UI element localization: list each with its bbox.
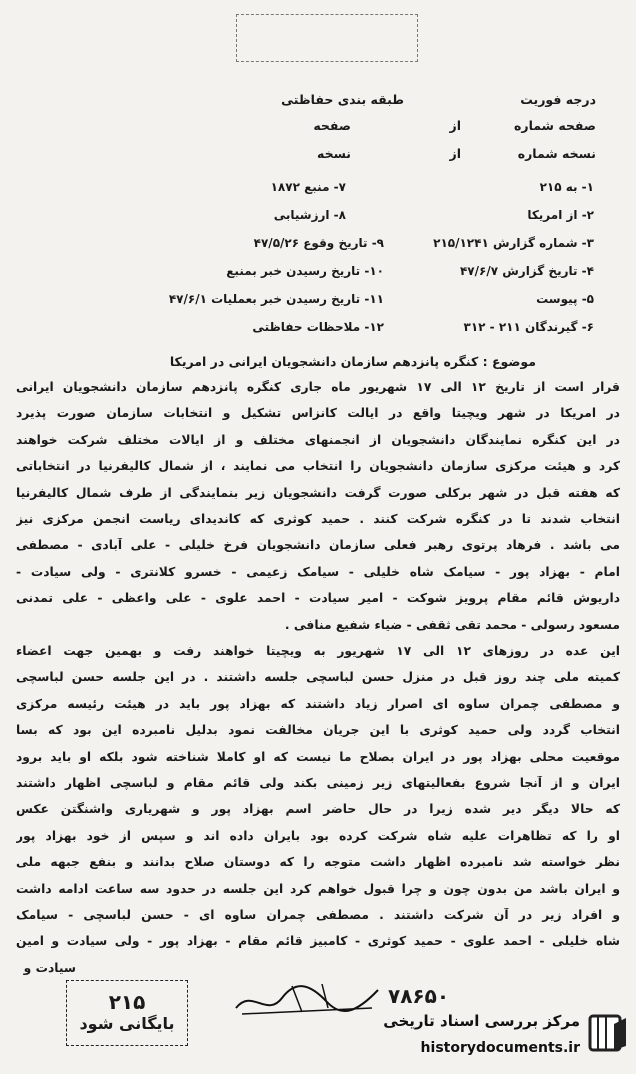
meta-source: ۷- منبع ۱۸۷۲ (270, 180, 346, 194)
body-line: قرار است از تاریخ ۱۲ الی ۱۷ شهریور ماه جاری کنگره پانزدهم سازمان دانشجویان ایرانی (16, 380, 620, 394)
body-line: انتخاب گردد ولی حمید کوثری با این جریان مخالفت نمود بدلیل نامبرده این بود که بسا (16, 723, 620, 738)
meta-report-number: ۳- شماره گزارش ۲۱۵/۱۲۴۱ (433, 236, 594, 250)
meta-event-date: ۹- تاریخ وقوع ۴۷/۵/۲۶ (253, 236, 384, 250)
body-line: که هفته قبل در شهر برکلی صورت گرفت دانشجویان زیر بنمایندگی از طرف شمال کالیفرنیا (16, 485, 620, 500)
body-line: کمیته ملی چند روز قبل در منزل حسن لباسچی جلسه داشتند . در این جلسه حسن لباسچی (16, 670, 620, 685)
body-line: و افراد زیر در آن شرکت داشتند . مصطفی چمران ساوه ای - حسن لباسچی - سیامک (16, 908, 620, 922)
meta-receipt-date: ۱۰- تاریخ رسیدن خبر بمنبع (226, 264, 384, 278)
body-line: مسعود رسولی - محمد تقی ثقفی - ضیاء شفیع منافی . (284, 617, 620, 632)
watermark (360, 1006, 630, 1068)
body-line: او را که تظاهرات علیه شاه شرکت کرده بود بایران داده اند و سپس از خود بهزاد پور (16, 828, 620, 843)
body-line: می باشد . فرهاد پرتوی رهبر فعلی سازمان دانشجویان فرخ خلیلی - علی آبادی - مصطفی (16, 538, 620, 553)
body-line: در امریکا در شهر ویچیتا واقع در ایالت کانزاس تشکیل و انتخابات سازمان صورت پذیرد (16, 406, 620, 421)
copy-of: از (449, 146, 461, 161)
watermark-title: مرکز بررسی اسناد تاریخی (383, 1012, 580, 1030)
copy-number-label: نسخه شماره (517, 146, 596, 161)
meta-report-date: ۴- تاریخ گزارش ۴۷/۶/۷ (459, 264, 594, 278)
body-line: انتخاب شدند تا در کنگره شرکت کنند . حمید کوثری که کاندیدای ریاست انجمن مرکزی نیز (16, 512, 620, 526)
watermark-url: historydocuments.ir (420, 1040, 580, 1056)
body-line: این عده در روزهای ۱۲ الی ۱۷ شهریور به ویچیتا خواهند رفت و بهمین جهت اعضاء (16, 644, 620, 658)
page-word: صفحه (313, 118, 351, 133)
meta-attachment: ۵- پیوست (536, 292, 594, 306)
archive-stamp-number: ۲۱۵ (108, 990, 146, 1014)
page-of: از (449, 118, 461, 133)
subject-line: موضوع : کنگره پانزدهم سازمان دانشجویان ایرانی در امریکا (169, 354, 536, 369)
body-line: که حالا دیگر دیر شده زیرا در حال حاضر اسم بهزاد پور و شهریاری واشنگتن عکس (16, 802, 620, 817)
meta-ops-receipt-date: ۱۱- تاریخ رسیدن خبر بعملیات ۴۷/۶/۱ (168, 292, 384, 306)
classification-label: طبقه بندی حفاظتی (281, 92, 404, 107)
archive-stamp (66, 980, 188, 1046)
body-line: امام - بهزاد پور - سیامک شاه خلیلی - سیامک زعیمی - خسرو کلانتری - ولی سیادت - (16, 564, 620, 579)
body-line: در این کنگره نمایندگان دانشجویان از انجمنهای مختلف و از ایالات مختلف شرکت خواهند (16, 432, 620, 447)
top-stamp-box (236, 14, 418, 62)
body-line: شاه خلیلی - احمد علوی - حمید کوثری - کامبیز قائم مقام - بهزاد پور - ولی سیادت و امین (16, 934, 620, 949)
copy-word: نسخه (316, 146, 351, 161)
body-line: و مصطفی چمران ساوه ای اصرار زیاد داشتند که بهزاد پور باید در هیئت رئیسه مرکزی (16, 696, 620, 711)
body-line: نظر خواسته شد نامبرده اظهار داشت متوجه را که دوستان صلاح بدانند و بنفع جبهه ملی (16, 855, 620, 870)
meta-copies: ۶- گیرندگان ۲۱۱ - ۳۱۲ (463, 320, 594, 334)
body-line: موقعیت محلی بهزاد پور در ایران بصلاح ما نیست که او کاملا شناخته شود بلکه او باید برود (16, 749, 620, 764)
meta-from: ۲- از امریکا (527, 208, 594, 222)
body-line: و ایران باشد من بدون چون و چرا قبول خواهم کرد این جلسه در حدود سه ساعت ادامه داشت (16, 881, 620, 896)
body-line: داریوش قائم مقام پرویز شوکت - امیر سیادت - احمد علوی - علی واعظی - علی تمدنی (16, 591, 620, 606)
meta-to: ۱- به ۲۱۵ (539, 180, 594, 194)
meta-protective-notes: ۱۲- ملاحظات حفاظتی (252, 320, 384, 334)
body-line: ایران و از آنجا شروع بفعالیتهای زیر زمینی بکند ولی قائم مقام و لباسچی اظهار داشتند (16, 776, 620, 790)
body-line: کرد و هیئت مرکزی سازمان دانشجویان را انتخاب می نمایند ، از شمال کالیفرنیا در انتخاباتی (16, 459, 620, 474)
body-line: سیادت و (23, 960, 76, 975)
meta-evaluation: ۸- ارزشیابی (273, 208, 346, 222)
archive-stamp-text: بایگانی شود (79, 1014, 175, 1033)
archive-logo-icon (586, 1010, 630, 1054)
priority-label: درجه فوریت (520, 92, 596, 107)
page-number-label: صفحه شماره (514, 118, 596, 133)
signature-number: ۷۸۶۵۰ (388, 984, 450, 1008)
